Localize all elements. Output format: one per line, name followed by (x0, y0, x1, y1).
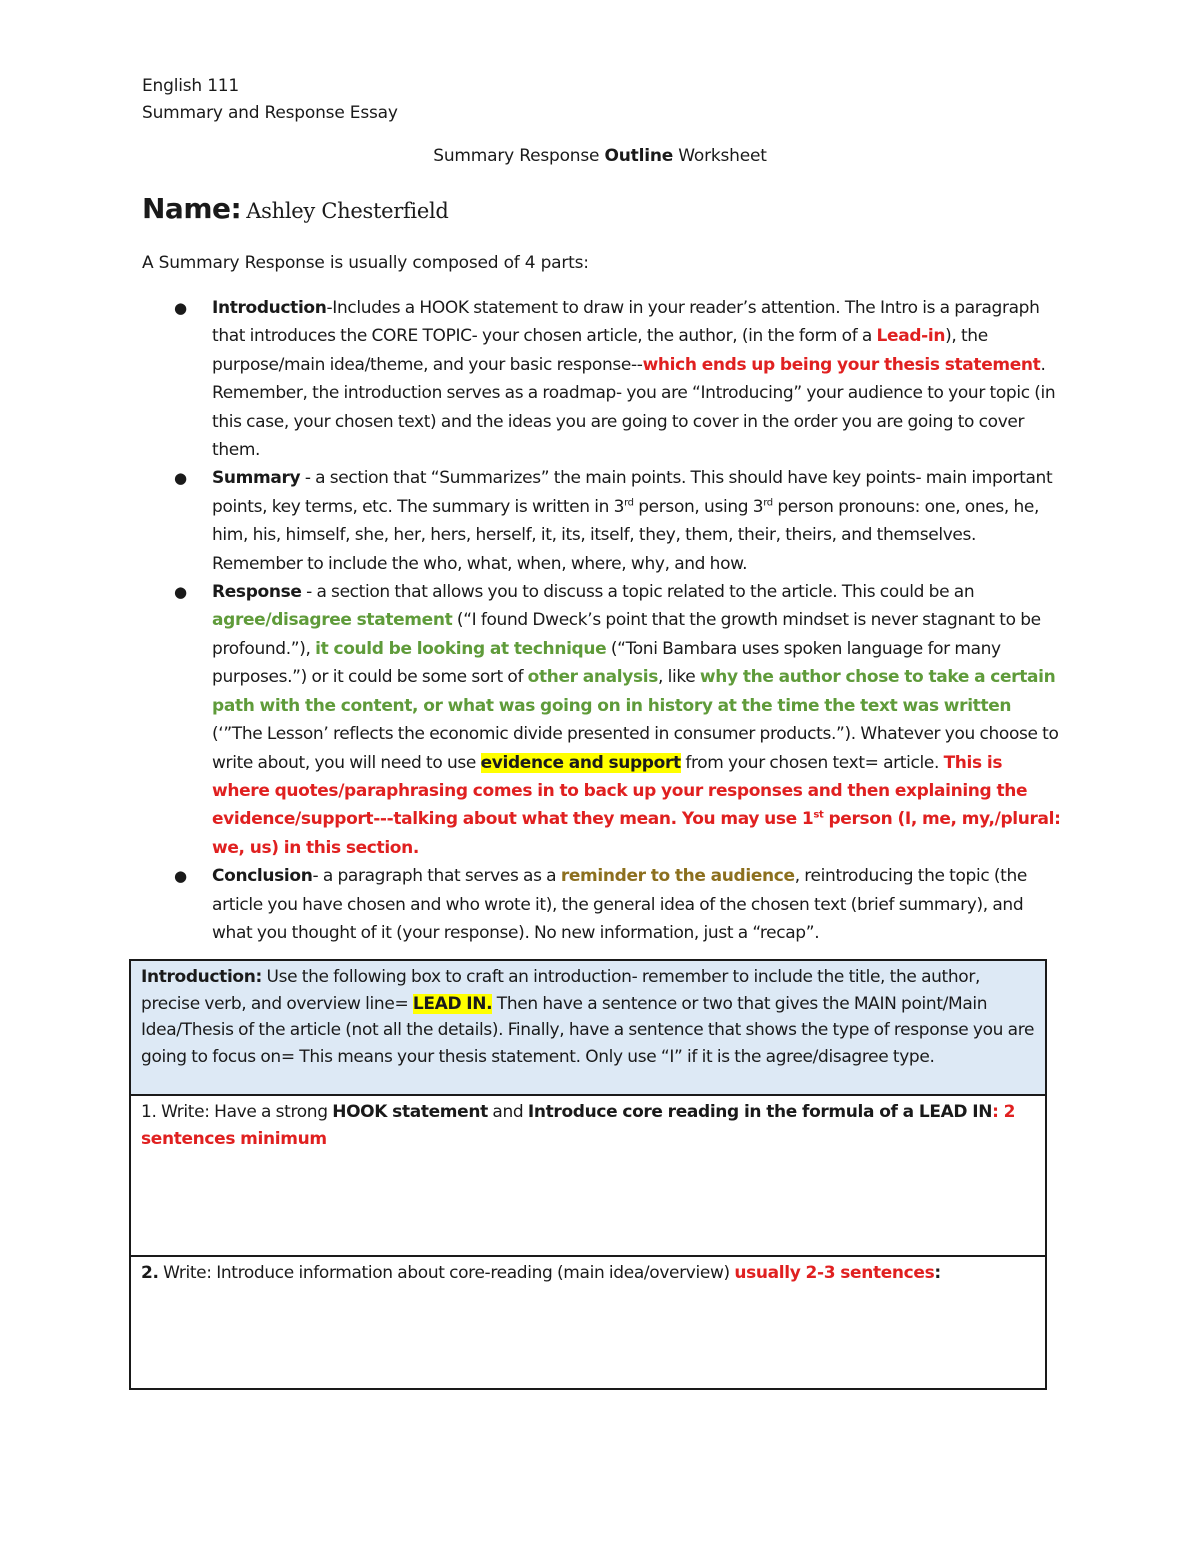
introduction-text-1: -Includes a HOOK statement to draw in your reader’s attention. The Intro is a paragraph that introduces the CORE TOPIC- your chosen article, the author, (in the form of a (212, 298, 1040, 347)
name-value: Ashley Chesterfield (246, 199, 449, 223)
introduction-label: Introduction: (141, 967, 262, 987)
sentences-count-note: usually 2-3 sentences (734, 1263, 935, 1283)
author-path-term: why the author chose to take a certain path with the content, or what was going on in history at the time the text was written (212, 667, 1056, 716)
row1-text-2: and (487, 1102, 528, 1122)
superscript-rd: rd (763, 497, 773, 509)
summary-text-3: person pronouns: one, ones, he, him, his, himself, she, her, hers, herself, it, its, itself, they, them, their, theirs, and themselves. Remember to include the who, what, when, where, why, and how. (212, 496, 1040, 574)
term-conclusion: Conclusion (212, 866, 313, 887)
bullet-icon: ● (174, 583, 187, 602)
term-introduction: Introduction (212, 298, 327, 318)
superscript-rd: rd (624, 497, 634, 509)
list-item-summary (142, 464, 1062, 578)
summary-text-2: person, using 3 (633, 496, 764, 517)
introduction-text-2: ), the purpose/main idea/theme, and your basic response-- (212, 326, 988, 375)
response-text-2: (“I found Dweck’s point that the growth mindset is never stagnant to be profound.”), (212, 610, 1041, 659)
introduction-instructions-cell (130, 960, 1046, 1095)
write-core-reading-cell[interactable] (130, 1256, 1046, 1389)
response-text-5: (‘”The Lesson’ reflects the economic divide presented in consumer products.”). Whatever you choose to write about, you will need to use (212, 724, 1059, 773)
parts-list (142, 294, 1062, 947)
instructions-text-1: Use the following box to craft an introduction- remember to include the title, the author, precise verb, and overview line= (141, 967, 981, 1014)
parts-intro: A Summary Response is usually composed of 4 parts: (142, 253, 589, 273)
lead-in-highlight: LEAD IN. (412, 993, 493, 1014)
person-note: person (I, me, my,/plural: we, us) in this section. (212, 809, 1061, 858)
row2-colon: : (934, 1263, 941, 1283)
introduction-table (129, 959, 1047, 1390)
evidence-highlight: evidence and support (480, 752, 681, 773)
list-item-conclusion (142, 862, 1062, 947)
introduction-text-3: . Remember, the introduction serves as a roadmap- you are “Introducing” your audience to your topic (in this case, your chosen text) and the ideas you are going to cover in the order you are going to cover them. (212, 354, 1056, 461)
conclusion-text-2: , reintroducing the topic (the article you have chosen and who wrote it), the general idea of the chosen text (brief summary), and what you thought of it (your response). No new information, just a “recap”. (212, 866, 1028, 943)
row2-number: 2. (141, 1263, 159, 1283)
bullet-icon: ● (174, 469, 187, 488)
term-response: Response (212, 582, 302, 603)
instructions-text-2: Then have a sentence or two that gives the MAIN point/Main Idea/Thesis of the article (not all the details). Finally, have a sentence that shows the type of response you are going to focus on= This means your thesis statement. Only use “I” if it is the agree/disagree type. (141, 993, 1035, 1067)
response-text-4: , like (658, 667, 700, 688)
write-hook-cell[interactable] (130, 1095, 1046, 1256)
course-name: English 111 (142, 76, 240, 96)
row1-text-1: 1. Write: Have a strong (141, 1102, 333, 1122)
name-label: Name: (142, 192, 242, 225)
response-text-3: (“Toni Bambara uses spoken language for many purposes.”) or it could be some sort of (212, 638, 1001, 688)
quotes-note: This is where quotes/paraphrasing comes in to back up your responses and then explaining the evidence/support---talking about what they mean. You may use 1 (212, 752, 1028, 830)
other-analysis-term: other analysis (527, 667, 659, 688)
title-bold: Outline (604, 146, 674, 166)
title-part-2: Worksheet (673, 146, 767, 166)
agree-disagree-term: agree/disagree statement (212, 610, 453, 631)
lead-in-term: Lead-in (876, 326, 946, 347)
reminder-term: reminder to the audience (560, 866, 795, 887)
assignment-name: Summary and Response Essay (142, 103, 398, 123)
bullet-icon: ● (174, 867, 187, 886)
response-text-6: from your chosen text= article. (680, 752, 944, 773)
summary-text-1: - a section that “Summarizes” the main points. This should have key points- main important points, key terms, etc. The summary is written in 3 (212, 468, 1053, 517)
response-text-1: - a section that allows you to discuss a topic related to the article. This could be an (301, 582, 975, 603)
list-item-response (142, 578, 1062, 862)
sentences-minimum-note: : 2 sentences minimum (141, 1102, 1016, 1149)
term-summary: Summary (212, 468, 301, 489)
conclusion-text-1: - a paragraph that serves as a (312, 866, 561, 887)
technique-term: it could be looking at technique (315, 638, 607, 659)
thesis-statement-term: which ends up being your thesis statement (642, 354, 1041, 375)
bullet-icon: ● (174, 299, 187, 317)
name-line (142, 192, 449, 232)
page-title (0, 145, 1200, 167)
hook-statement-term: HOOK statement (332, 1102, 488, 1122)
list-item-introduction (142, 294, 1062, 464)
core-reading-term: Introduce core reading in the formula of a LEAD IN (527, 1102, 993, 1122)
row2-text-1: Write: Introduce information about core-reading (main idea/overview) (158, 1263, 735, 1283)
title-part-1: Summary Response (433, 146, 605, 166)
superscript-st: st (813, 809, 824, 821)
